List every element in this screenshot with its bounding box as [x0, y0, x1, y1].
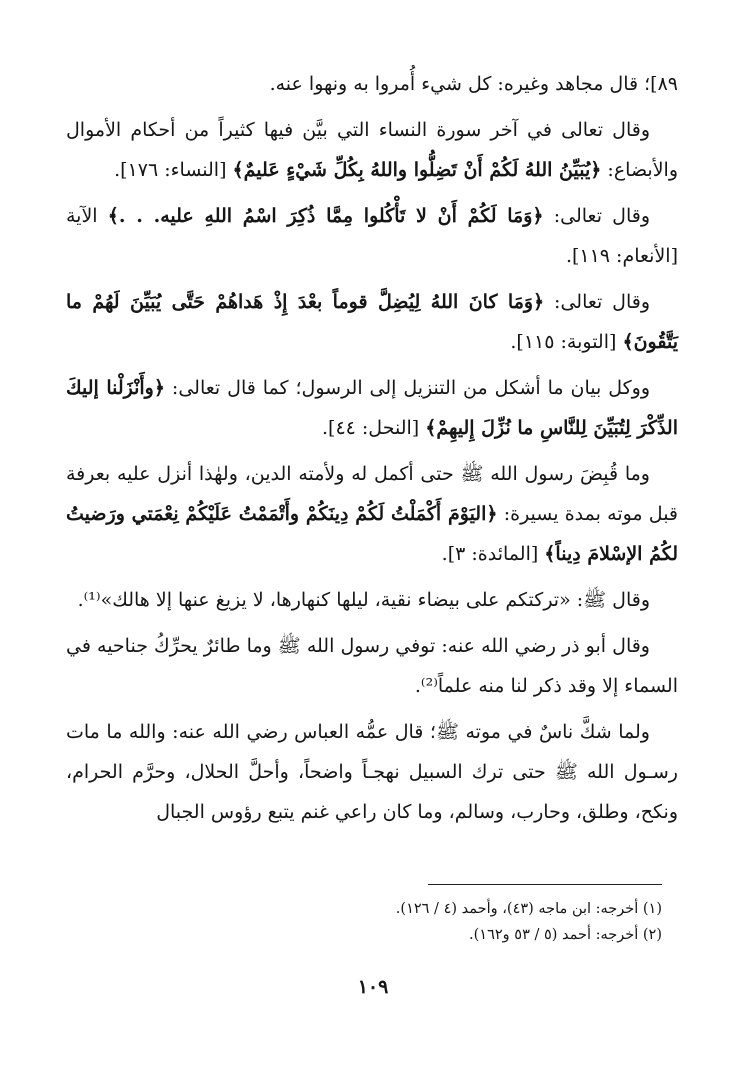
- body-text: وما قُبِضَ رسول الله ﷺ حتى أكمل له ولأمته الدين، ولهٰذا أنزل عليه بعرفة قبل موته بمدة يسيرة:: [66, 463, 679, 525]
- footnote-1: (١) أخرجه: ابن ماجه (٤٣)، وأحمد (٤ / ١٢٦).: [395, 901, 662, 917]
- paragraph-3: [66, 196, 678, 276]
- quran-verse: ﴿وأَنْزَلْنا إليكَ الذِّكْرَ لِتُبَيِّنَ لِلنَّاسِ ما نُزِّلَ إِليهِمْ﴾: [66, 377, 678, 439]
- quran-verse: ﴿اليَوْمَ أَكْمَلْتُ لَكُمْ دِينَكُمْ وأَتْمَمْتُ عَلَيْكُمْ نِعْمَتي ورَضيتُ لكُمُ الإسْلامَ دِيناً﴾: [66, 503, 678, 565]
- body-text: ولما شكَّ ناسٌ في موته ﷺ؛ قال عمُّه العباس رضي الله عنه: والله ما مات رسـول الله ﷺ حتى ترك السبيل نهجـاً واضحاً، وأحلَّ الحلال، وحرَّم الحرام، ونكح، وطلق، وحارب، وسالم، وما كان راعي غنم يتبع رؤوس الجبال: [66, 721, 678, 823]
- body-text: وقال أبو ذر رضي الله عنه: توفي رسول الله ﷺ وما طائرٌ يحرِّكُ جناحيه في السماء إلا وقد ذكر لنا منه علماً⁽²⁾.: [66, 635, 678, 697]
- body-text: وقال ﷺ: «تركتكم على بيضاء نقية، ليلها كنهارها، لا يزيغ عنها إلا هالك»⁽¹⁾.: [77, 589, 650, 611]
- body-text: وقال تعالى في آخر سورة النساء التي بيَّن فيها كثيراً من أحكام الأموال والأبضاع:: [66, 119, 678, 181]
- quran-verse: ﴿وَمَا لَكُمْ أَنْ لا تَأْكُلوا مِمَّا ذُكِرَ اسْمُ اللهِ عليه. . .﴾: [107, 205, 544, 227]
- body-text: ٨٩]؛ قال مجاهد وغيره: كل شيء أُمروا به ونهوا عنه.: [269, 73, 678, 95]
- body-text: [النساء: ١٧٦].: [114, 159, 233, 181]
- paragraph-2: [66, 110, 678, 190]
- body-text: ووكل بيان ما أشكل من التنزيل إلى الرسول؛ كما قال تعالى:: [165, 377, 650, 399]
- body-text: الآية [الأنعام: ١١٩].: [66, 205, 678, 267]
- paragraph-6: [66, 454, 678, 574]
- body-text: [التوبة: ١١٥].: [510, 331, 623, 353]
- body-text: وقال تعالى:: [544, 291, 650, 313]
- body-text: [المائدة: ٣].: [441, 543, 545, 565]
- footnotes: [66, 896, 662, 948]
- footnote-2: (٢) أخرجه: أحمد (٥ / ٥٣ و١٦٢).: [469, 927, 662, 943]
- paragraph-9: [66, 712, 678, 832]
- paragraph-5: [66, 368, 678, 448]
- page-body: [66, 64, 678, 838]
- body-text: وقال تعالى:: [543, 205, 650, 227]
- page-number: ١٠٩: [357, 976, 389, 998]
- paragraph-4: [66, 282, 678, 362]
- footnote-separator: [428, 884, 662, 885]
- paragraph-1: [66, 64, 678, 104]
- body-text: [النحل: ٤٤].: [321, 417, 426, 439]
- paragraph-7: [66, 580, 678, 620]
- quran-verse: ﴿يُبَيِّنُ اللهُ لَكُمْ أَنْ تَضِلُّوا واللهُ بِكُلِّ شَيْءٍ عَليمٌ﴾: [232, 159, 602, 181]
- quran-verse: ﴿وَمَا كانَ اللهُ لِيُضِلَّ قوماً بعْدَ إِذْ هَداهُمْ حَتَّى يُبَيِّنَ لَهُمْ ما يَتَّقُونَ﴾: [66, 291, 678, 353]
- paragraph-8: [66, 626, 678, 706]
